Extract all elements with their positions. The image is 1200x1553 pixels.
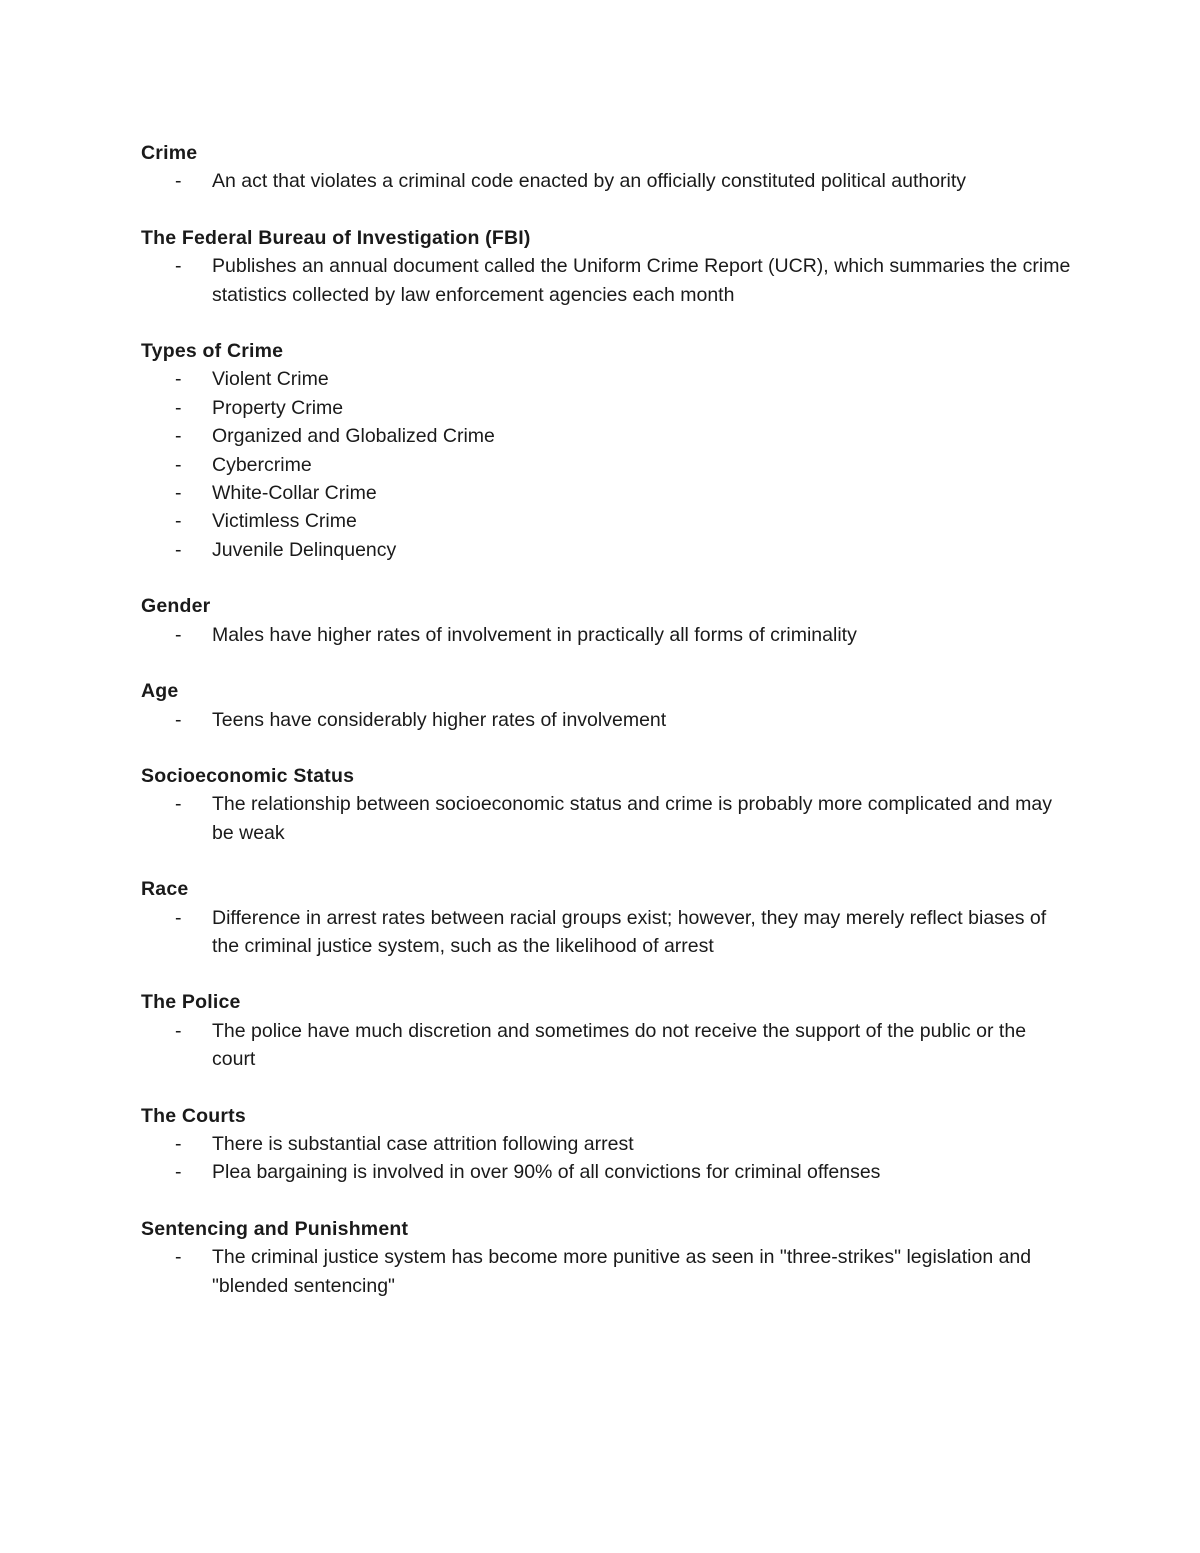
section-heading: Socioeconomic Status	[141, 764, 355, 787]
section-heading: Types of Crime	[141, 340, 284, 363]
bullet-list	[141, 1017, 1071, 1074]
list-item	[141, 1243, 1071, 1300]
list-item	[141, 422, 1071, 450]
section-heading: Age	[141, 680, 179, 703]
section-heading: The Federal Bureau of Investigation (FBI)	[141, 226, 531, 249]
list-item-text: Violent Crime	[212, 368, 329, 391]
section	[141, 139, 1071, 196]
list-item	[141, 904, 1071, 961]
list-item-text: Juvenile Delinquency	[212, 538, 397, 561]
section-heading: The Courts	[141, 1104, 246, 1127]
bullet-list	[141, 1130, 1071, 1187]
section	[141, 988, 1071, 1073]
dash-bullet-icon: -	[175, 1246, 182, 1269]
dash-bullet-icon: -	[175, 396, 182, 419]
section	[141, 1102, 1071, 1187]
list-item	[141, 706, 1071, 734]
section	[141, 224, 1071, 309]
section	[141, 337, 1071, 564]
dash-bullet-icon: -	[175, 1161, 182, 1184]
list-item	[141, 507, 1071, 535]
list-item	[141, 167, 1071, 195]
list-item-text: Organized and Globalized Crime	[212, 425, 495, 448]
bullet-list	[141, 706, 1071, 734]
section-heading: The Police	[141, 991, 241, 1014]
list-item	[141, 252, 1071, 309]
list-item-text: The criminal justice system has become more punitive as seen in "three-strikes" legislation and "blended sentencing"	[212, 1246, 1032, 1297]
list-item-text: Cybercrime	[212, 453, 312, 476]
list-item	[141, 1130, 1071, 1158]
document-page	[141, 139, 1071, 1328]
bullet-list	[141, 252, 1071, 309]
list-item-text: Victimless Crime	[212, 510, 357, 533]
dash-bullet-icon: -	[175, 170, 182, 193]
dash-bullet-icon: -	[175, 793, 182, 816]
section-heading: Race	[141, 878, 189, 901]
list-item-text: There is substantial case attrition following arrest	[212, 1132, 634, 1155]
bullet-list	[141, 167, 1071, 195]
section-heading: Crime	[141, 142, 198, 164]
bullet-list	[141, 621, 1071, 649]
section-heading: Gender	[141, 595, 211, 618]
section	[141, 762, 1071, 847]
dash-bullet-icon: -	[175, 1132, 182, 1155]
list-item-text: White-Collar Crime	[212, 482, 377, 505]
dash-bullet-icon: -	[175, 368, 182, 391]
dash-bullet-icon: -	[175, 482, 182, 505]
dash-bullet-icon: -	[175, 906, 182, 929]
list-item-text: Publishes an annual document called the Uniform Crime Report (UCR), which summaries the crime statistics collected by law enforcement agencies each month	[212, 255, 1071, 306]
bullet-list	[141, 790, 1071, 847]
list-item-text: The relationship between socioeconomic status and crime is probably more complicated and may be weak	[212, 793, 1053, 844]
list-item-text: An act that violates a criminal code enacted by an officially constituted political authority	[212, 170, 967, 193]
list-item-text: Property Crime	[212, 396, 344, 419]
section	[141, 592, 1071, 649]
dash-bullet-icon: -	[175, 538, 182, 561]
list-item	[141, 394, 1071, 422]
dash-bullet-icon: -	[175, 425, 182, 448]
list-item	[141, 451, 1071, 479]
section-heading: Sentencing and Punishment	[141, 1217, 409, 1240]
section	[141, 875, 1071, 960]
list-item-text: Males have higher rates of involvement in practically all forms of criminality	[212, 623, 857, 646]
list-item-text: The police have much discretion and sometimes do not receive the support of the public or the court	[212, 1019, 1027, 1071]
bullet-list	[141, 1243, 1071, 1300]
list-item-text: Difference in arrest rates between racial groups exist; however, they may merely reflect biases of the criminal justice system, such as the likelihood of arrest	[212, 906, 1047, 957]
list-item	[141, 365, 1071, 393]
list-item-text: Teens have considerably higher rates of involvement	[212, 708, 667, 731]
list-item-text: Plea bargaining is involved in over 90% of all convictions for criminal offenses	[212, 1161, 881, 1184]
list-item	[141, 1017, 1071, 1074]
dash-bullet-icon: -	[175, 623, 182, 646]
list-item	[141, 621, 1071, 649]
section	[141, 677, 1071, 734]
list-item	[141, 1158, 1071, 1186]
dash-bullet-icon: -	[175, 453, 182, 476]
list-item	[141, 790, 1071, 847]
dash-bullet-icon: -	[175, 510, 182, 533]
list-item	[141, 536, 1071, 564]
list-item	[141, 479, 1071, 507]
section	[141, 1215, 1071, 1300]
dash-bullet-icon: -	[175, 255, 182, 278]
dash-bullet-icon: -	[175, 708, 182, 731]
bullet-list	[141, 904, 1071, 961]
dash-bullet-icon: -	[175, 1019, 182, 1042]
bullet-list	[141, 365, 1071, 564]
